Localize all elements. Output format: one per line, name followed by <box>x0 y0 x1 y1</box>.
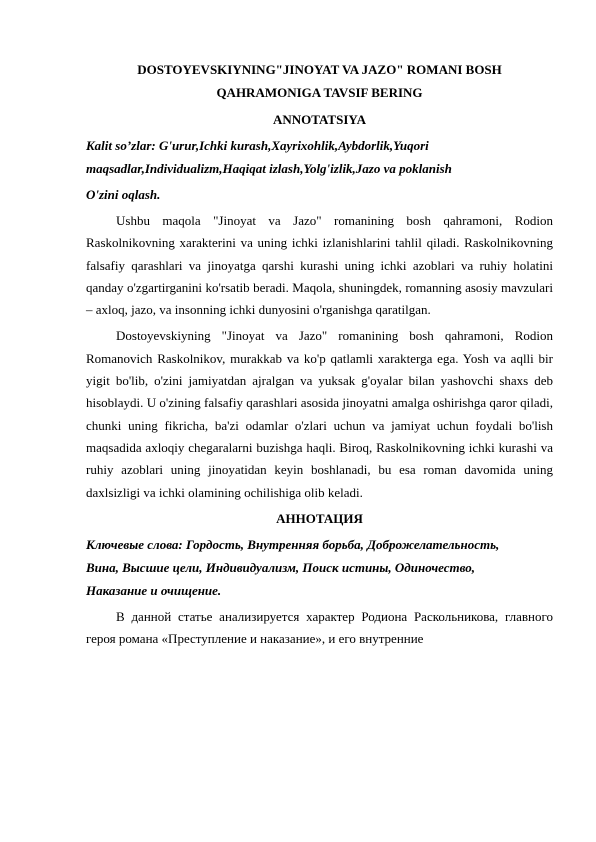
annotation-heading-ru: АННОТАЦИЯ <box>276 510 363 526</box>
keywords-ru-line-2: Вина, Высшие цели, Индивидуализм, Поиск истины, Одиночество, <box>86 559 476 575</box>
article-title <box>86 58 553 104</box>
abstract-paragraph-ru-1: В данной статье анализируется характер Родиона Раскольникова, главного героя романа «Преступление и наказание», и его внутренние <box>86 608 553 647</box>
keywords-uz-line-2: maqsadlar,Individualizm,Haqiqat izlash,Yolg'izlik,Jazo va poklanish <box>86 161 452 176</box>
article-title-line-1: DOSTOYEVSKIYNING"JINOYAT VA JAZO" ROMANI BOSH <box>137 62 502 77</box>
article-title-line-2: QAHRAMONIGA TAVSIF BERING <box>216 85 423 100</box>
abstract-paragraph-uz-1: Ushbu maqola "Jinoyat va Jazo" romanining bosh qahramoni, Rodion Raskolnikovning xarakterini va uning ichki izlanishlarini tahlil qiladi. Raskolnikovning falsafiy qarashlari va jinoyatga qarshi kurashi uning ichki azoblari va ruhiy holatini qanday o'zgartirganini ko'rsatib beradi. Maqola, shuningdek, romanning asosiy mavzulari – axloq, jazo, va insonning ichki dunyosini o'rganishga qaratilgan. <box>86 213 553 318</box>
keywords-uz <box>86 134 553 206</box>
keywords-uz-line-1: Kalit so’zlar: G'urur,Ichki kurash,Xayrixohlik,Aybdorlik,Yuqori <box>86 138 429 153</box>
article-content <box>86 58 553 650</box>
keywords-ru <box>86 533 553 602</box>
keywords-ru-line-3: Наказание и очищение. <box>86 582 222 598</box>
keywords-uz-line-3: O'zini oqlash. <box>86 187 161 202</box>
abstract-paragraph-uz-2: Dostoyevskiyning "Jinoyat va Jazo" romanining bosh qahramoni, Rodion Romanovich Raskolnikov, murakkab va ko'p qatlamli xarakterga ega. Yosh va aqlli bir yigit bo'lib, o'zini jamiyatdan ajralgan va yuksak g'oyalar bilan yashovchi shaxs deb hisoblaydi. U o'zining falsafiy qarashlari asosida jinoyatni amalga oshirishga qaror qiladi, chunki uning fikricha, ba'zi odamlar o'zlari uchun va jamiyat uchun foydali bo'lish maqsadida axloqiy chegaralarni buzishga haqli. Biroq, Raskolnikovning ichki kurashi va ruhiy azoblari uning jinoyatidan keyin boshlanadi, bu esa roman davomida uning daxlsizligi va ichki olamining ochilishiga olib keladi. <box>86 328 553 500</box>
keywords-ru-line-1: Ключевые слова: Гордость, Внутренняя борьба, Доброжелательность, <box>86 536 500 552</box>
annotation-heading-uz: ANNOTATSIYA <box>273 112 366 127</box>
